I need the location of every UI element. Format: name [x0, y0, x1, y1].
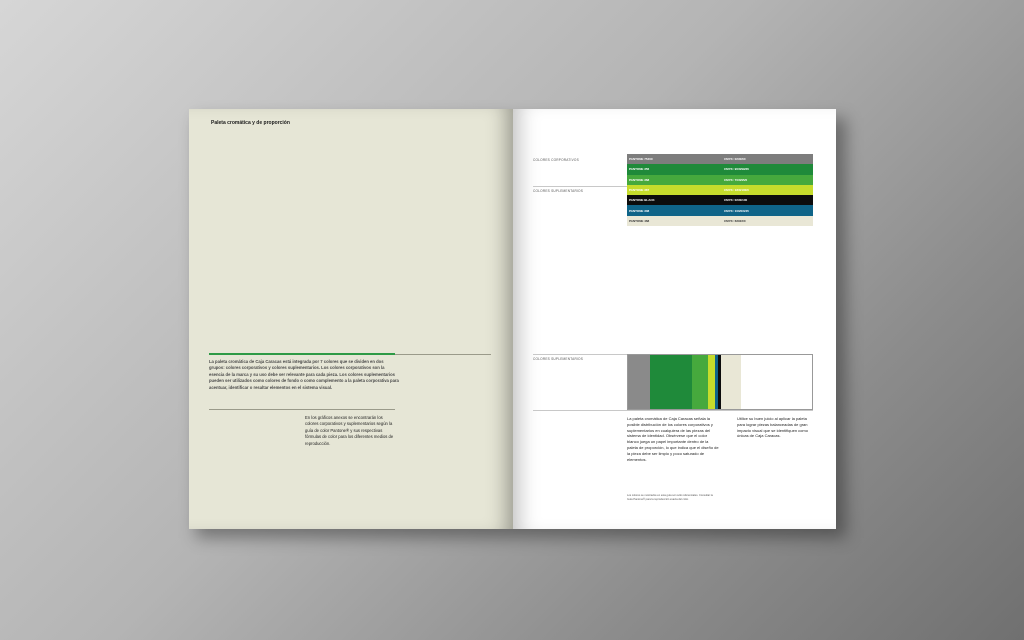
proportion-bar	[627, 354, 813, 410]
divider	[533, 354, 627, 355]
pantone-label: PANTONE BLACK	[629, 198, 655, 203]
proportion-description: La paleta cromática de Caja Caracas señala la posible distribución de los colores corporativos y suplementarios en cualquiera de las piezas del sistema de identidad. Obsérvese que el color blanco juega un papel importante dentro de la paleta de proporción, lo que indica que el diseño de la pieza debe ser limpio y poco saturado de elementos.	[627, 416, 719, 462]
usage-note: Utilice su buen juicio al aplicar la paleta para lograr piezas balanceadas de gran impacto visual que se identifiquen como únicas de Caja Caracas.	[737, 416, 808, 439]
pantone-label: PANTONE 7540C	[629, 157, 654, 162]
accent-rule	[209, 353, 395, 355]
pantone-label: PANTONE 468	[629, 218, 650, 223]
footnote: Los colores se mostrados en esta guía son sólo referenciales. Consultar la Guía Pantone® para la reproducción exacta del color.	[627, 494, 713, 501]
cmyk-label: CMYK: 18/0/100/0	[724, 188, 749, 193]
pantone-label: PANTONE 356	[629, 167, 650, 172]
intro-paragraph: La paleta cromática de Caja Caracas está integrada por 7 colores que se dividen en dos grupos: colores corporativos y colores suplementarios. Los colores corporativos son la esencia de la marca y su uso debe ser relevante para cada pieza. Los colores suplementarios pueden ser utilizados como colores de fondo o como complemento a la paleta corporativa para acentuar, identificar o resaltar elementos en el sistema visual.	[209, 359, 399, 390]
proportion-segment	[708, 355, 715, 409]
page-heading: Paleta cromática y de proporción	[211, 120, 290, 126]
swatch-row	[627, 175, 813, 185]
divider	[533, 410, 813, 411]
pantone-label: PANTONE 368	[629, 177, 650, 182]
pantone-label: PANTONE 308	[629, 208, 650, 213]
proportion-segment	[692, 355, 708, 409]
cmyk-label: CMYK: 70/0/95/0	[724, 177, 748, 182]
proportion-segment	[721, 355, 741, 409]
label-corporate-colors: COLORES CORPORATIVOS	[533, 158, 579, 162]
proportion-segment	[650, 355, 692, 409]
cmyk-label: CMYK: 0/0/0/100	[724, 198, 748, 203]
right-page	[513, 109, 836, 529]
proportion-segment	[741, 355, 812, 409]
label-supplementary-colors-2: COLORES SUPLEMENTARIOS	[533, 357, 584, 361]
cmyk-label: CMYK: 100/0/0/45	[724, 208, 749, 213]
label-supplementary-colors: COLORES SUPLEMENTARIOS	[533, 189, 584, 193]
cmyk-label: CMYK: 90/0/99/26	[724, 167, 749, 172]
swatch-row	[627, 154, 813, 164]
pantone-label: PANTONE 387	[629, 188, 650, 193]
swatch-row	[627, 185, 813, 195]
swatch-row	[627, 216, 813, 226]
swatch-row	[627, 164, 813, 174]
swatch-table	[627, 154, 813, 226]
swatch-row	[627, 205, 813, 215]
left-page	[189, 109, 513, 529]
swatch-row	[627, 195, 813, 205]
proportion-segment	[628, 355, 650, 409]
note-paragraph: En los gráficos anexos se encontrarán los colores corporativos y suplementarios según la guía de color Pantone® y sus respectivas fórmulas de color para los diferentes medios de reproducción.	[305, 415, 394, 446]
cmyk-label: CMYK: 6/8/22/0	[724, 218, 746, 223]
cmyk-label: CMYK: 0/0/0/60	[724, 157, 746, 162]
divider	[209, 409, 395, 410]
